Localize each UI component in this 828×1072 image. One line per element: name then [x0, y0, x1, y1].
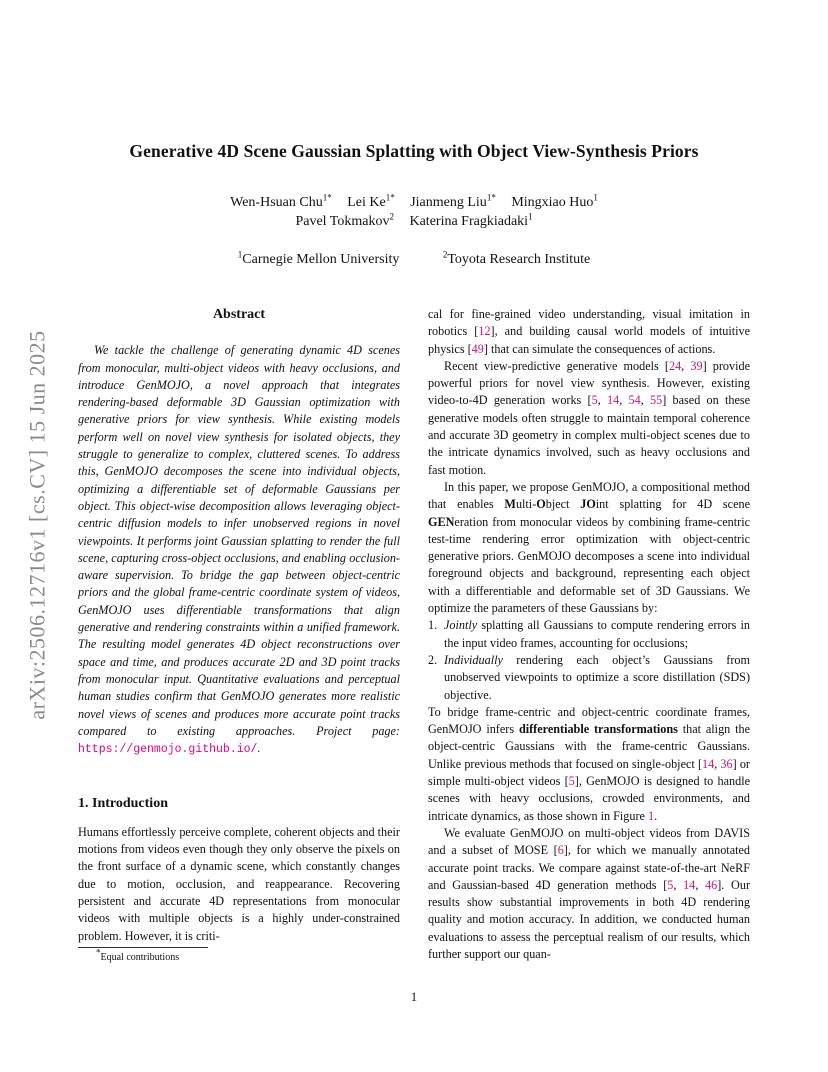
intro-paragraph: cal for fine-grained video understanding, visual imitation in robotics [12], and building causal world models of intuitive physics [49] that can simulate the consequences of actions. [428, 307, 750, 356]
citation-link[interactable]: 14 [683, 877, 696, 892]
author-line-2 [60, 212, 768, 231]
intro-paragraph: Humans effortlessly perceive complete, coherent objects and their motions from videos even though they only observe the pixels on the front surface of a dynamic scene, which constantly changes due to motion, occlusion, and reappearance. Recovering persistent and accurate 4D representations from monocular videos with multiple objects is a highly under-constrained problem. However, it is criti- [78, 824, 400, 943]
section-heading-introduction: 1. Introduction [78, 796, 168, 812]
citation-link[interactable]: 49 [471, 341, 484, 356]
citation-link[interactable]: 36 [720, 756, 733, 771]
citation-link[interactable]: 14 [702, 756, 715, 771]
affiliation-list [60, 249, 768, 268]
paper-title: Generative 4D Scene Gaussian Splatting with Object View-Synthesis Priors [129, 141, 699, 161]
right-column [428, 306, 750, 963]
author-list [60, 193, 768, 231]
author: Pavel Tokmakov$^2$ [295, 211, 394, 229]
abstract-text: We tackle the challenge of generating dynamic 4D scenes from monocular, multi-object videos with heavy occlusions, and introduce GenMOJO, a novel approach that integrates rendering-based deformable 3D Gaussian optimization with generative priors for view synthesis. While existing models perform well on novel view synthesis for isolated objects, they struggle to generalize to complex, cluttered scenes. To address this, GenMOJO decomposes the scene into individual objects, optimizing a differentiable set of deformable Gaussians per object. This object-wise decomposition allows leveraging object-centric diffusion models to infer unobserved regions in novel viewpoints. It performs joint Gaussian splatting to render the full scene, capturing cross-object occlusions, and enabling occlusion-aware supervision. To bridge the gap between object-centric priors and the global frame-centric coordinate system of videos, GenMOJO uses differentiable transformations that align generative and rendering constraints within a unified framework. The resulting model generates 4D object reconstructions over space and time, and produces accurate 2D and 3D point tracks from monocular input. Quantitative evaluations and perceptual human studies confirm that GenMOJO generates more realistic novel views of scenes and produces more accurate point tracks compared to existing approaches. Project page: https://genmojo.github.io/. [78, 343, 400, 757]
page-number: 1 [410, 990, 418, 1004]
author-line-1 [60, 193, 768, 212]
intro-paragraph: To bridge frame-centric and object-centric coordinate frames, GenMOJO infers differentiable transformations that align the object-centric Gaussians with the frame-centric Gaussians. Unlike previous methods that focused on single-object [14, 36] or simple multi-object videos [5], GenMOJO is designed to handle scenes with heavy occlusions, crowded environments, and intricate dynamics, as those shown in Figure 1. [428, 704, 750, 823]
citation-link[interactable]: 55 [650, 393, 663, 408]
citation-link[interactable]: 5 [667, 877, 674, 892]
author: Lei $Ke^{1*}$ [347, 192, 395, 210]
citation-link[interactable]: 39 [690, 358, 703, 373]
author: Wen-Hsuan Chu$^{1*}$ [230, 192, 332, 210]
left-column [78, 306, 400, 945]
citation-link[interactable]: 14 [607, 393, 620, 408]
numbered-list [428, 617, 750, 703]
figure-link[interactable]: 1 [648, 808, 655, 823]
arxiv-identifier [18, 300, 58, 750]
footnote: *Equal contributions [96, 947, 180, 963]
affiliation: $^2$Toyota Research Institute [442, 249, 591, 267]
author: Katerina Fragkiadaki$^1$ [409, 211, 533, 229]
intro-paragraph: Recent view-predictive generative models [24, 39] provide powerful priors for novel view synthesis. However, existing video-to-4D generation works [5, 14, 54, 55] based on these generative models often struggle to maintain temporal coherence and accurate 3D geometry in complex multi-object scenes due to the intricate dynamics involved, such as heavy occlusions and fast motion. [428, 358, 751, 477]
abstract-heading: Abstract [212, 307, 266, 322]
citation-link[interactable]: 12 [478, 324, 491, 339]
citation-link[interactable]: 54 [628, 393, 641, 408]
citation-link[interactable]: 5 [568, 774, 575, 789]
citation-link[interactable]: 24 [668, 358, 682, 373]
citation-link[interactable]: 5 [591, 393, 598, 408]
citation-link[interactable]: 6 [557, 843, 564, 858]
author: Jianmeng Liu$^{1*}$ [410, 192, 496, 210]
affiliation: $^1$Carnegie Mellon University [237, 249, 400, 267]
author: Mingxiao Huo$^1$ [511, 192, 598, 210]
project-page-link[interactable]: https://genmojo.github.io/ [78, 743, 258, 757]
intro-paragraph: We evaluate GenMOJO on multi-object videos from DAVIS and a subset of MOSE [6], for which we manually annotated accurate point tracks. We compare against state-of-the-art NeRF and Gaussian-based 4D generation methods [5, 14, 46]. Our results show substantial improvements in both 4D rendering quality and motion accuracy. In addition, we conducted human evaluations to assess the perceptual realism of our results, which further support our quan- [428, 825, 751, 961]
citation-link[interactable]: 46 [705, 877, 718, 892]
list-item: 1. Jointly splatting all Gaussians to compute rendering errors in the input video frames, accounting for occlusions; [428, 618, 750, 650]
intro-paragraph: In this paper, we propose GenMOJO, a compositional method that enables Multi-Object JOint splatting for 4D scene GENeration from monocular videos by combining frame-centric test-time rendering error optimization with object-centric generative priors. GenMOJO decomposes a scene into individual foreground objects and background, representing each object with a differentiable and deformable set of 3D Gaussians. We optimize the parameters of these Gaussians by: [428, 479, 750, 616]
list-item: 2. Individually rendering each object’s Gaussians from unobserved viewpoints to optimize a score distillation (SDS) objective. [428, 652, 750, 702]
arxiv-id-text: arXiv:2506.12716v1 [cs.CV] 15 Jun 2025 [25, 330, 50, 720]
